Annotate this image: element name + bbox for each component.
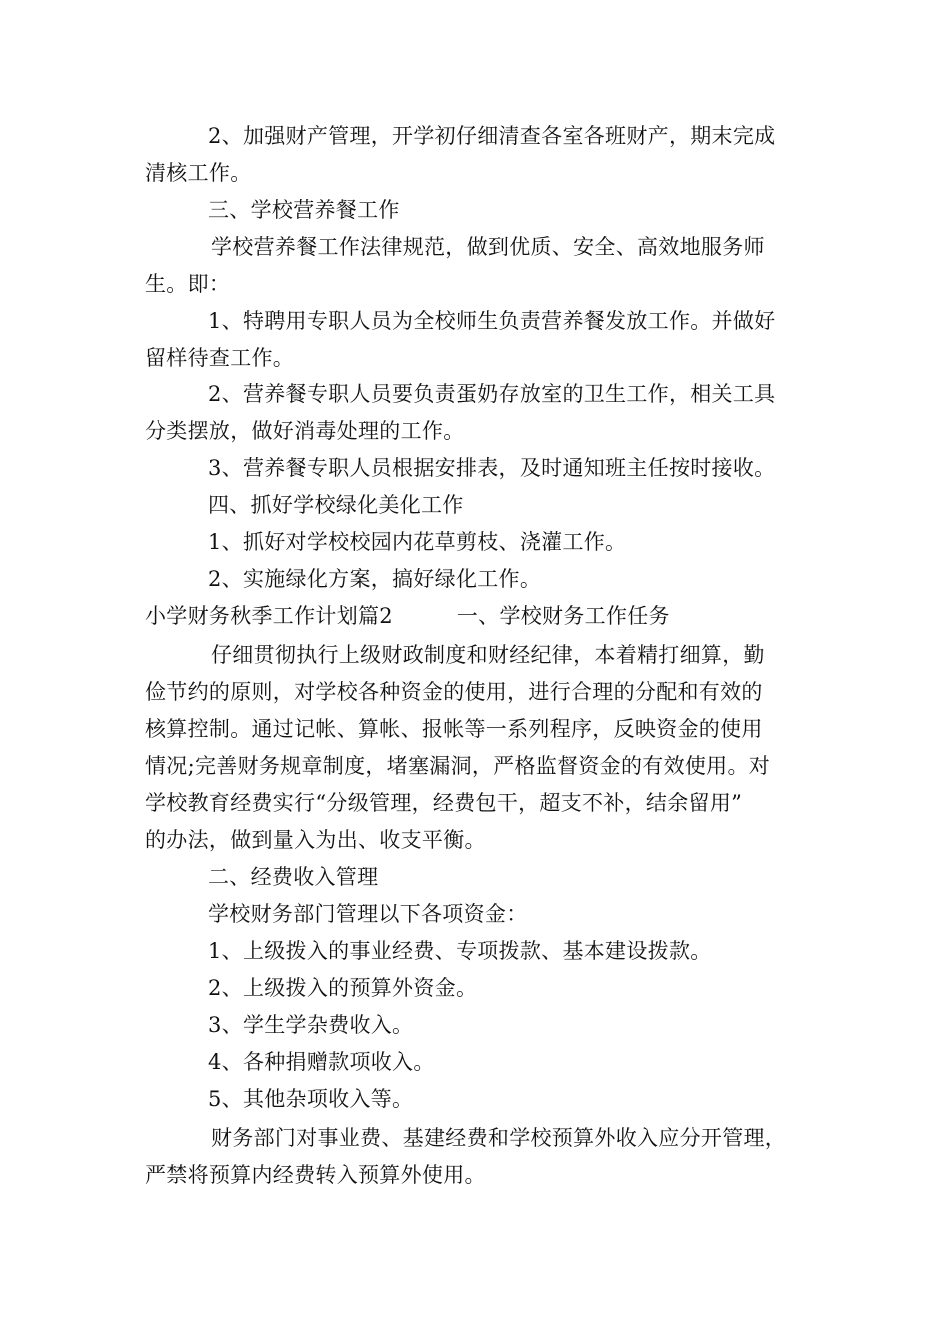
list-item: 2、上级拨入的预算外资金。: [208, 976, 478, 1000]
section-heading: 四、抓好学校绿化美化工作: [208, 493, 464, 517]
paragraph-line: 1、特聘用专职人员为全校师生负责营养餐发放工作。并做好: [208, 309, 776, 333]
section-heading: 三、学校营养餐工作: [208, 198, 400, 222]
paragraph-line: 学校教育经费实行“分级管理，经费包干，超支不补，结余留用”: [145, 791, 743, 815]
paragraph-line: 的办法，做到量入为出、收支平衡。: [145, 828, 486, 852]
list-item: 5、其他杂项收入等。: [208, 1087, 414, 1111]
paragraph-line: 仔细贯彻执行上级财政制度和财经纪律，本着精打细算，勤: [211, 643, 765, 667]
paragraph-line: 严禁将预算内经费转入预算外使用。: [145, 1163, 486, 1187]
paragraph-line: 2、实施绿化方案，搞好绿化工作。: [208, 567, 542, 591]
paragraph-line: 俭节约的原则，对学校各种资金的使用，进行合理的分配和有效的: [145, 680, 763, 704]
paragraph-line: 学校财务部门管理以下各项资金：: [208, 902, 528, 926]
paragraph-line: 核算控制。通过记帐、算帐、报帐等一系列程序，反映资金的使用: [145, 717, 763, 741]
paragraph-line: 生。即：: [145, 272, 231, 296]
section-heading: 小学财务秋季工作计划篇2 一、学校财务工作任务: [145, 604, 670, 628]
list-item: 4、各种捐赠款项收入。: [208, 1050, 435, 1074]
paragraph-line: 分类摆放，做好消毒处理的工作。: [145, 419, 465, 443]
paragraph-line: 留样待查工作。: [145, 346, 295, 370]
paragraph-line: 1、抓好对学校校园内花草剪枝、浇灌工作。: [208, 530, 627, 554]
paragraph-line: 3、营养餐专职人员根据安排表，及时通知班主任按时接收。: [208, 456, 776, 480]
paragraph-line: 情况;完善财务规章制度，堵塞漏洞，严格监督资金的有效使用。对: [145, 754, 771, 778]
paragraph-line: 清核工作。: [145, 161, 252, 185]
list-item: 1、上级拨入的事业经费、专项拨款、基本建设拨款。: [208, 939, 712, 963]
paragraph-line: 2、营养餐专职人员要负责蛋奶存放室的卫生工作，相关工具: [208, 382, 776, 406]
paragraph-line: 学校营养餐工作法律规范，做到优质、安全、高效地服务师: [211, 235, 765, 259]
paragraph-line: 财务部门对事业费、基建经费和学校预算外收入应分开管理，: [211, 1126, 787, 1150]
paragraph-line: 2、加强财产管理，开学初仔细清查各室各班财产，期末完成: [208, 124, 776, 148]
section-heading: 二、经费收入管理: [208, 865, 379, 889]
list-item: 3、学生学杂费收入。: [208, 1013, 414, 1037]
